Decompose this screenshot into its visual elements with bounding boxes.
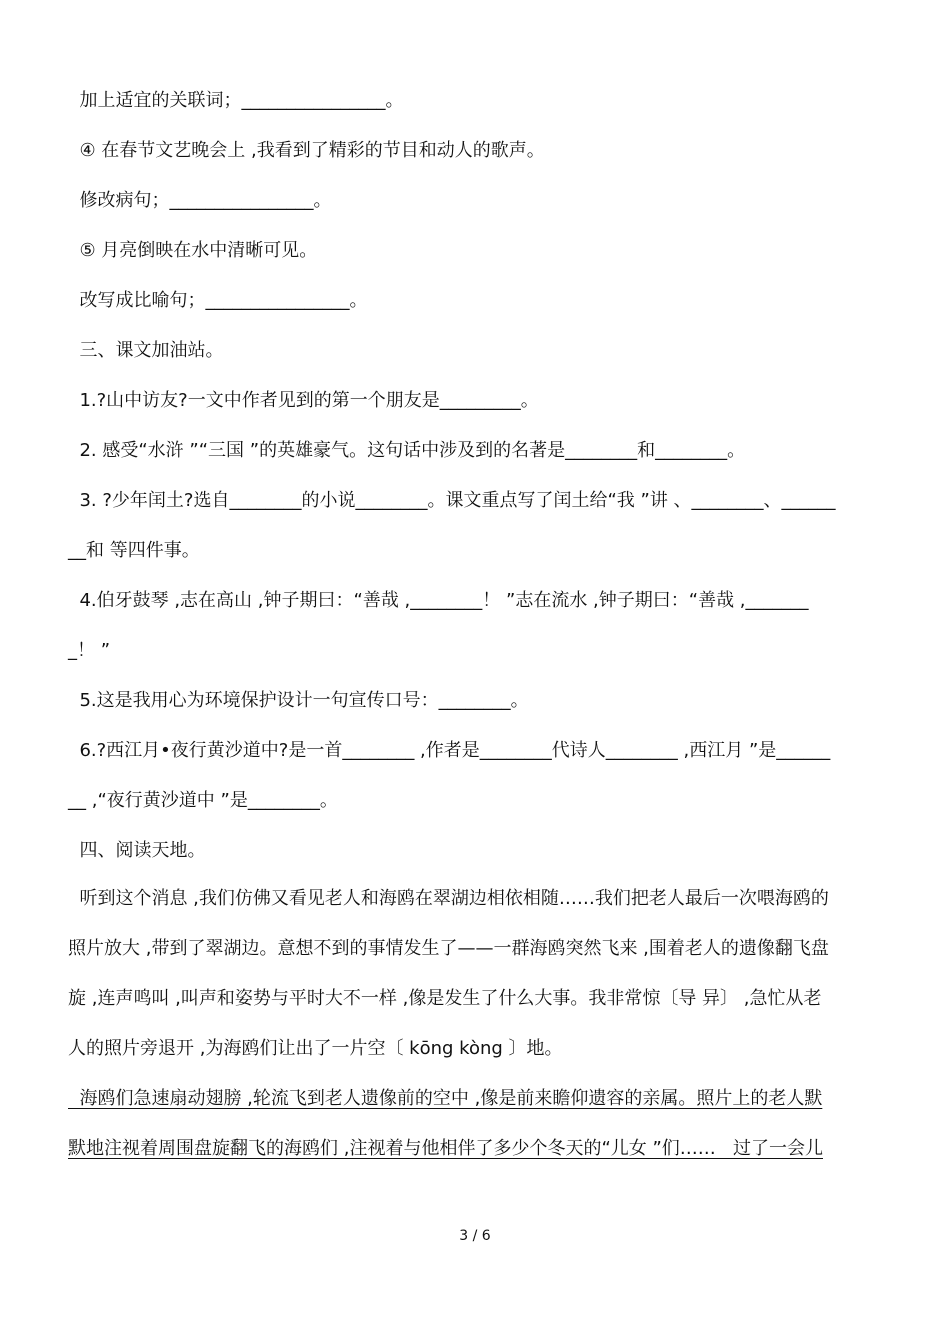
paragraph-line: 旋 ,连声鸣叫 ,叫声和姿势与平时大不一样 ,像是发生了什么大事。我非常惊〔导 异〕 ,急忙从老 (68, 988, 822, 1009)
underlined-paragraph-line: 默地注视着周围盘旋翻飞的海鸥们 ,注视着与他相伴了多少个冬天的“儿女 ”们…… 过了一会儿 (68, 1138, 823, 1159)
text-line: 3. ?少年闰土?选自________的小说________。课文重点写了闰土给“我 ”讲 、________、______ (68, 490, 836, 511)
page-number: 3 / 6 (459, 1228, 491, 1244)
paragraph-line: 照片放大 ,带到了翠湖边。意想不到的事情发生了——一群海鸥突然飞来 ,围着老人的遗像翻飞盘 (68, 938, 829, 959)
text-line: 5.这是我用心为环境保护设计一句宣传口号：________。 (68, 690, 529, 711)
section-heading: 四、阅读天地。 (68, 840, 206, 861)
text-line: 4.伯牙鼓琴 ,志在高山 ,钟子期曰：“善哉 ,________！ ”志在流水 ,钟子期曰：“善哉 ,_______ (68, 590, 809, 611)
text-line: 2. 感受“水浒 ”“三国 ”的英雄豪气。这句话中涉及到的名著是________和________。 (68, 440, 746, 461)
paragraph-line: 人的照片旁退开 ,为海鸥们让出了一片空〔 kōng kòng 〕地。 (68, 1038, 563, 1059)
text-line: 加上适宜的关联词；________________。 (68, 90, 404, 111)
text-line: 修改病句；________________。 (68, 190, 332, 211)
text-line: __和 等四件事。 (68, 540, 200, 561)
text-line: 改写成比喻句；________________。 (68, 290, 368, 311)
text-line: ④ 在春节文艺晚会上 ,我看到了精彩的节目和动人的歌声。 (68, 140, 545, 161)
text-line: ⑤ 月亮倒映在水中清晰可见。 (68, 240, 318, 261)
paragraph-line: 听到这个消息 ,我们仿佛又看见老人和海鸥在翠湖边相依相随……我们把老人最后一次喂海鸥的 (68, 888, 829, 909)
underlined-paragraph-line: 海鸥们急速扇动翅膀 ,轮流飞到老人遗像前的空中 ,像是前来瞻仰遗容的亲属。照片上的老人默 (68, 1088, 823, 1109)
text-line: __ ,“夜行黄沙道中 ”是________。 (68, 790, 338, 811)
section-heading: 三、课文加油站。 (68, 340, 224, 361)
text-line: _！ ” (68, 640, 111, 661)
text-line: 1.?山中访友?一文中作者见到的第一个朋友是_________。 (68, 390, 539, 411)
text-line: 6.?西江月•夜行黄沙道中?是一首________ ,作者是________代诗人________ ,西江月 ”是______ (68, 740, 831, 761)
